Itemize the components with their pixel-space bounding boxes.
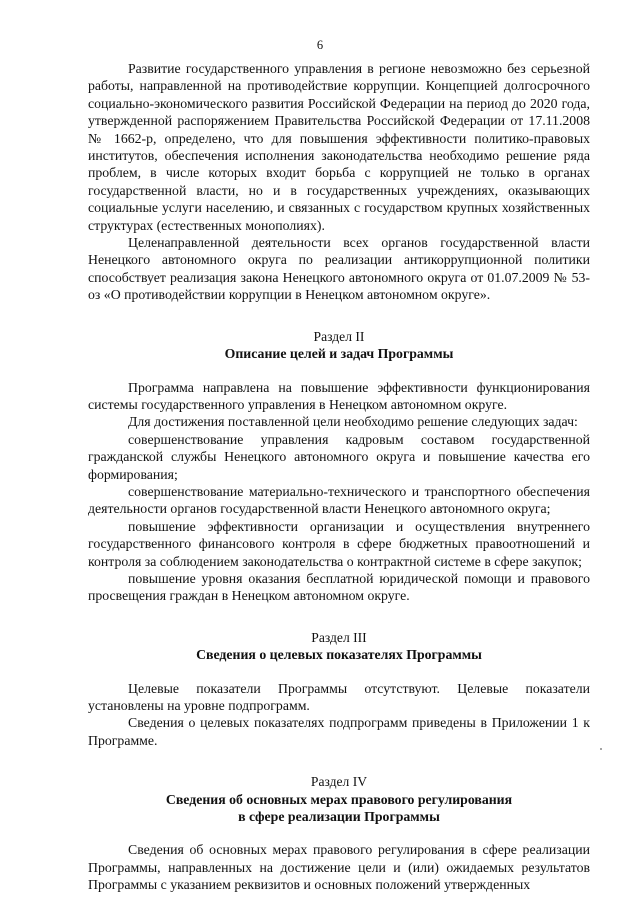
section-2-paragraph: Для достижения поставленной цели необходимо решение следующих задач: [128,414,578,430]
section-3-number: Раздел III [311,629,367,645]
task-item: совершенствование управления кадровым составом государственной гражданской службы Ненецкого автономного округа и повышение качества его формирования; [88,431,590,482]
section-4-number: Раздел IV [310,774,368,790]
task-item: повышение уровня оказания бесплатной юридической помощи и правового просвещения граждан в Ненецком автономном округе. [88,570,590,604]
section-3-paragraph: Сведения о целевых показателях подпрограмм приведены в Приложении 1 к Программе. [88,715,590,748]
task-item: совершенствование материально-технического и транспортного обеспечения деятельности органов государственной власти Ненецкого автономного округа; [88,483,590,517]
task-item: повышение эффективности организации и осуществления внутреннего государственного финансового контроля в сфере бюджетных правоотношений и контроля за соблюдением законодательства о контрактной системе в сфере закупок; [88,518,590,569]
section-3-title: Сведения о целевых показателях Программы [196,647,482,663]
intro-paragraph: Целенаправленной деятельности всех органов государственной власти Ненецкого автономного округа по реализации антикоррупционной политики способствует реализация закона Ненецкого автономного округа от 01.07.2009 № 53-оз «О противодействии коррупции в Ненецком автономном округе». [88,235,590,303]
section-4-paragraph: Сведения об основных мерах правового регулирования в сфере реализации Программы, направленных на достижение цели и (или) ожидаемых результатов Программы с указанием реквизитов и основных положений утвержденных [88,842,590,893]
section-4-title-line-2: в сфере реализации Программы [238,809,440,825]
section-4-title-line-1: Сведения об основных мерах правового регулирования [165,791,513,807]
section-2-paragraph: Программа направлена на повышение эффективности функционирования системы государственного управления в Ненецком автономном округе. [88,379,590,412]
page-number: 6 [316,38,324,52]
section-2-number: Раздел II [313,328,365,344]
intro-paragraph: Развитие государственного управления в регионе невозможно без серьезной работы, направленной на противодействие коррупции. Концепцией долгосрочного социально-экономического развития Российской Федерации на период до 2020 года, утвержденной распоряжением Правительства Российской Федерации от 17.11.2008 № 1662-р, определено, что для повышения эффективности политико-правовых институтов, обеспечения исполнения законодательства необходимо решение ряда проблем, в числе которых входит борьба с коррупцией не только в органах государственной власти, но и в государственных учреждениях, оказывающих социальные услуги населению, и связанных с государством крупных хозяйственных структурах (естественных монополиях). [88,61,590,233]
document-body [88,60,590,894]
section-2-title: Описание целей и задач Программы [224,346,454,362]
scan-speck [600,748,602,750]
section-3-paragraph: Целевые показатели Программы отсутствуют. Целевые показатели установлены на уровне подпрограмм. [88,680,590,713]
